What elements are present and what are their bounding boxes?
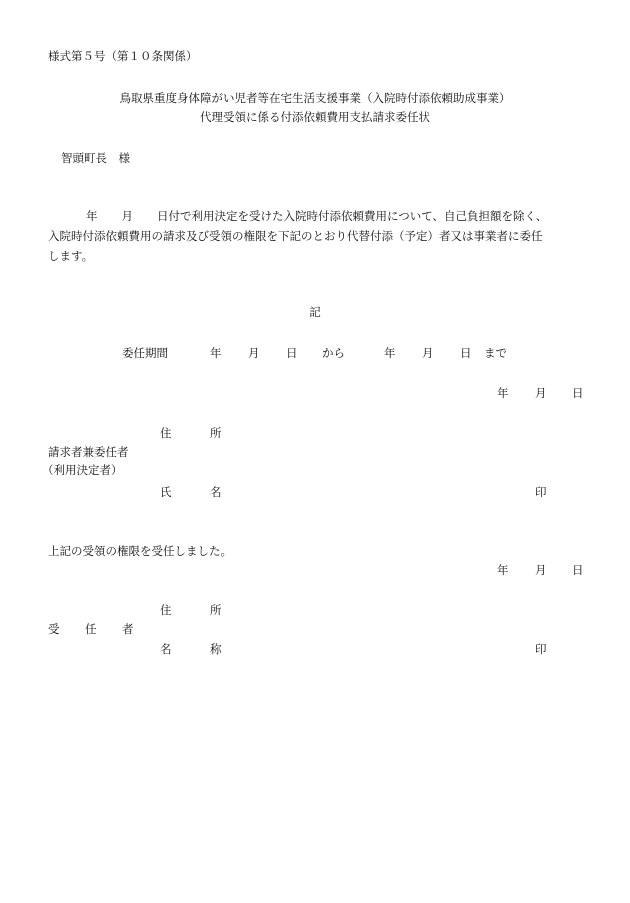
requester-address-label-a: 住 [160,426,172,440]
requester-sublabel: （利用決定者） [42,463,123,477]
body-month: 月 [121,209,133,223]
date-2-month: 月 [535,563,547,577]
date-2-year: 年 [497,563,509,577]
period-to-month: 月 [422,346,434,360]
period-from-day: 日 [286,346,298,360]
agent-name-label-b: 称 [210,642,222,656]
requester-address-label-b: 所 [210,426,222,440]
accept-text: 上記の受領の権限を受任しました。 [48,544,232,558]
period-from-year: 年 [210,346,222,360]
date-1-day: 日 [572,386,584,400]
addressee: 智頭町長 様 [61,151,130,165]
requester-name-label-b: 名 [210,485,222,499]
body-paragraph [48,206,588,266]
requester-name-label-a: 氏 [160,485,172,499]
agent-label-c: 者 [122,622,134,636]
requester-label: 請求者兼委任者 [48,445,129,459]
period-from: から [322,346,345,360]
body-day-text: 日付で利用決定を受けた入院時付添依頼費用について、自己負担額を除く、 [157,209,548,223]
agent-address-label-a: 住 [160,603,172,617]
period-to-day: 日 [460,346,472,360]
agent-label-b: 任 [85,622,97,636]
period-until: まで [484,346,507,360]
ki-heading: 記 [309,305,321,319]
form-number: 様式第５号（第１０条関係） [48,49,198,63]
date-2-day: 日 [572,563,584,577]
requester-seal: 印 [535,485,547,499]
agent-seal: 印 [535,642,547,656]
body-line-3: します。 [48,249,94,263]
period-from-month: 月 [248,346,260,360]
period-to-year: 年 [384,346,396,360]
body-line-1 [48,206,588,226]
agent-name-label-a: 名 [160,642,172,656]
agent-label-a: 受 [48,622,60,636]
body-line-2: 入院時付添依頼費用の請求及び受領の権限を下記のとおり代替付添（予定）者又は事業者に委任 [48,229,543,243]
body-year: 年 [86,209,98,223]
period-label: 委任期間 [122,346,168,360]
agent-address-label-b: 所 [210,603,222,617]
date-1-year: 年 [497,386,509,400]
title-line-1: 鳥取県重度身体障がい児者等在宅生活支援事業（入院時付添依頼助成事業） [119,91,511,105]
date-1-month: 月 [535,386,547,400]
title-line-2: 代理受領に係る付添依頼費用支払請求委任状 [200,110,430,124]
